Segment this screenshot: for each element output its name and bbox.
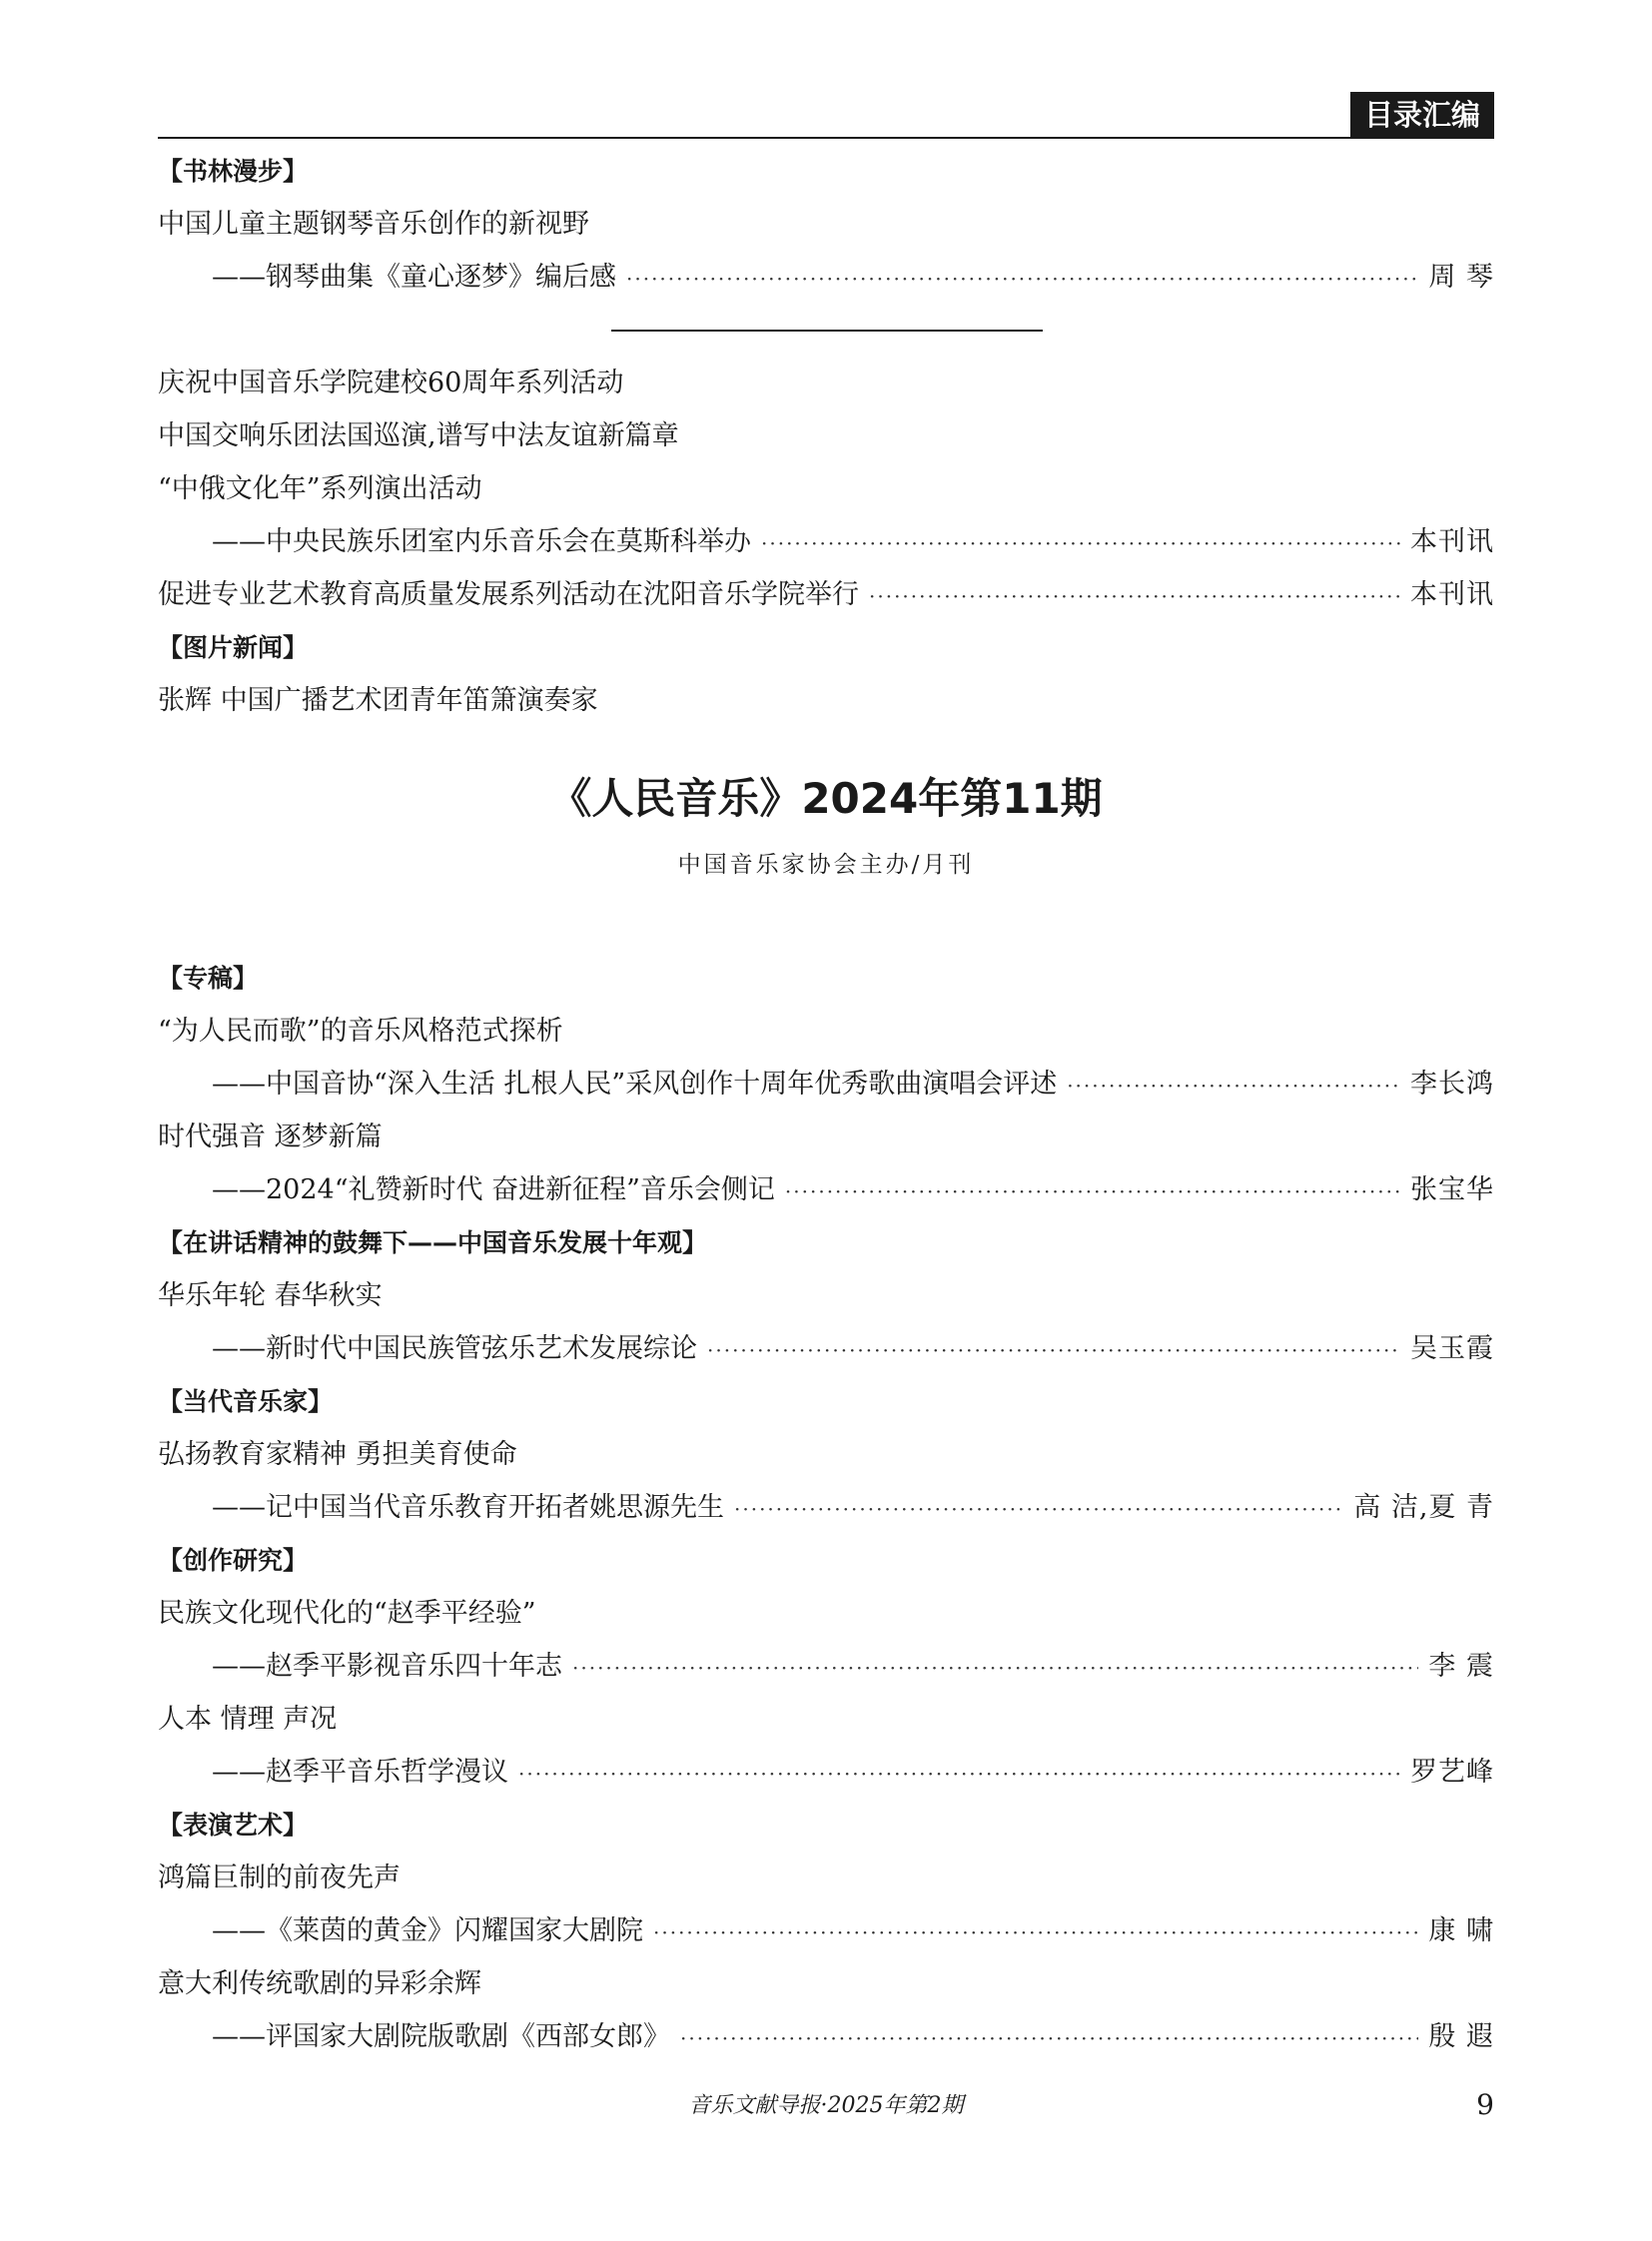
entry-author: 周 琴 <box>1428 262 1494 293</box>
entry-subtitle: ——评国家大剧院版歌剧《西部女郎》 <box>212 2021 670 2052</box>
section-divider <box>611 330 1043 332</box>
entry-author: 本刊讯 <box>1410 526 1494 557</box>
entry-title: 弘扬教育家精神 勇担美育使命 <box>158 1439 517 1470</box>
toc-entry <box>212 1647 1494 1687</box>
leader-dots <box>518 1754 1400 1794</box>
entry-author: 李长鸿 <box>1410 1069 1494 1100</box>
entry-title: 华乐年轮 春华秋实 <box>158 1280 383 1311</box>
entry-author: 罗艺峰 <box>1410 1757 1494 1788</box>
leader-dots <box>1067 1066 1400 1106</box>
entry-subtitle: ——赵季平影视音乐四十年志 <box>212 1651 562 1682</box>
entry-author: 本刊讯 <box>1410 579 1494 610</box>
entry-subtitle: ——钢琴曲集《童心逐梦》编后感 <box>212 262 616 293</box>
issue-subtitle: 中国音乐家协会主办/月刊 <box>677 852 975 878</box>
leader-dots <box>734 1489 1343 1529</box>
leader-dots <box>572 1648 1418 1688</box>
section-heading: 【在讲话精神的鼓舞下——中国音乐发展十年观】 <box>158 1228 708 1257</box>
entry-subtitle: ——赵季平音乐哲学漫议 <box>212 1757 508 1788</box>
toc-entry <box>158 575 1494 615</box>
leader-dots <box>785 1171 1400 1211</box>
toc-entry <box>212 2017 1494 2057</box>
entry-author: 高 洁,夏 青 <box>1353 1492 1494 1523</box>
entry-subtitle: ——2024“礼赞新时代 奋进新征程”音乐会侧记 <box>212 1174 775 1205</box>
issue-title: 《人民音乐》2024年第11期 <box>549 774 1103 823</box>
news-item: 庆祝中国音乐学院建校60周年系列活动 <box>158 368 624 398</box>
entry-title: 中国儿童主题钢琴音乐创作的新视野 <box>158 209 589 240</box>
page-number: 9 <box>1476 2088 1494 2121</box>
entry-author: 张宝华 <box>1410 1174 1494 1205</box>
toc-entry <box>212 1065 1494 1105</box>
entry-author: 吴玉霞 <box>1410 1333 1494 1364</box>
entry-author: 李 震 <box>1428 1651 1494 1682</box>
entry-title: 意大利传统歌剧的异彩余辉 <box>158 1968 481 1999</box>
toc-entry <box>212 1753 1494 1793</box>
entry-subtitle: ——记中国当代音乐教育开拓者姚思源先生 <box>212 1492 724 1523</box>
footer-journal: 音乐文献导报·2025年第2期 <box>688 2093 964 2118</box>
toc-entry <box>212 1911 1494 1951</box>
leader-dots <box>680 2018 1418 2058</box>
leader-dots <box>761 523 1400 563</box>
news-item: 中国交响乐团法国巡演,谱写中法友谊新篇章 <box>158 420 679 451</box>
section-heading: 【书林漫步】 <box>158 157 309 186</box>
entry-subtitle: ——中央民族乐团室内乐音乐会在莫斯科举办 <box>212 526 751 557</box>
leader-dots <box>626 259 1418 299</box>
entry-title: 促进专业艺术教育高质量发展系列活动在沈阳音乐学院举行 <box>158 579 859 610</box>
section-heading: 【表演艺术】 <box>158 1811 309 1840</box>
photo-news-item: 张辉 中国广播艺术团青年笛箫演奏家 <box>158 685 598 716</box>
toc-entry <box>212 522 1494 562</box>
toc-entry <box>212 1170 1494 1210</box>
toc-entry <box>212 1488 1494 1528</box>
section-heading: 【当代音乐家】 <box>158 1387 334 1416</box>
leader-dots <box>707 1330 1400 1370</box>
entry-subtitle: ——中国音协“深入生活 扎根人民”采风创作十周年优秀歌曲演唱会评述 <box>212 1069 1058 1100</box>
section-heading: 【创作研究】 <box>158 1546 309 1575</box>
entry-subtitle: ——《莱茵的黄金》闪耀国家大剧院 <box>212 1915 643 1946</box>
entry-author: 殷 遐 <box>1428 2021 1494 2052</box>
entry-title: 民族文化现代化的“赵季平经验” <box>158 1598 536 1629</box>
header-rule <box>158 137 1494 139</box>
toc-entry <box>212 1329 1494 1369</box>
leader-dots <box>869 576 1400 616</box>
entry-title: “为人民而歌”的音乐风格范式探析 <box>158 1016 563 1047</box>
entry-title: 时代强音 逐梦新篇 <box>158 1121 383 1152</box>
news-item: “中俄文化年”系列演出活动 <box>158 473 482 504</box>
entry-title: 鸿篇巨制的前夜先声 <box>158 1863 401 1893</box>
entry-subtitle: ——新时代中国民族管弦乐艺术发展综论 <box>212 1333 697 1364</box>
section-heading: 【图片新闻】 <box>158 633 309 662</box>
entry-author: 康 啸 <box>1428 1915 1494 1946</box>
entry-title: 人本 情理 声况 <box>158 1704 338 1735</box>
leader-dots <box>653 1912 1418 1952</box>
toc-entry <box>212 258 1494 298</box>
header-tab: 目录汇编 <box>1350 92 1494 139</box>
section-heading: 【专稿】 <box>158 964 259 993</box>
